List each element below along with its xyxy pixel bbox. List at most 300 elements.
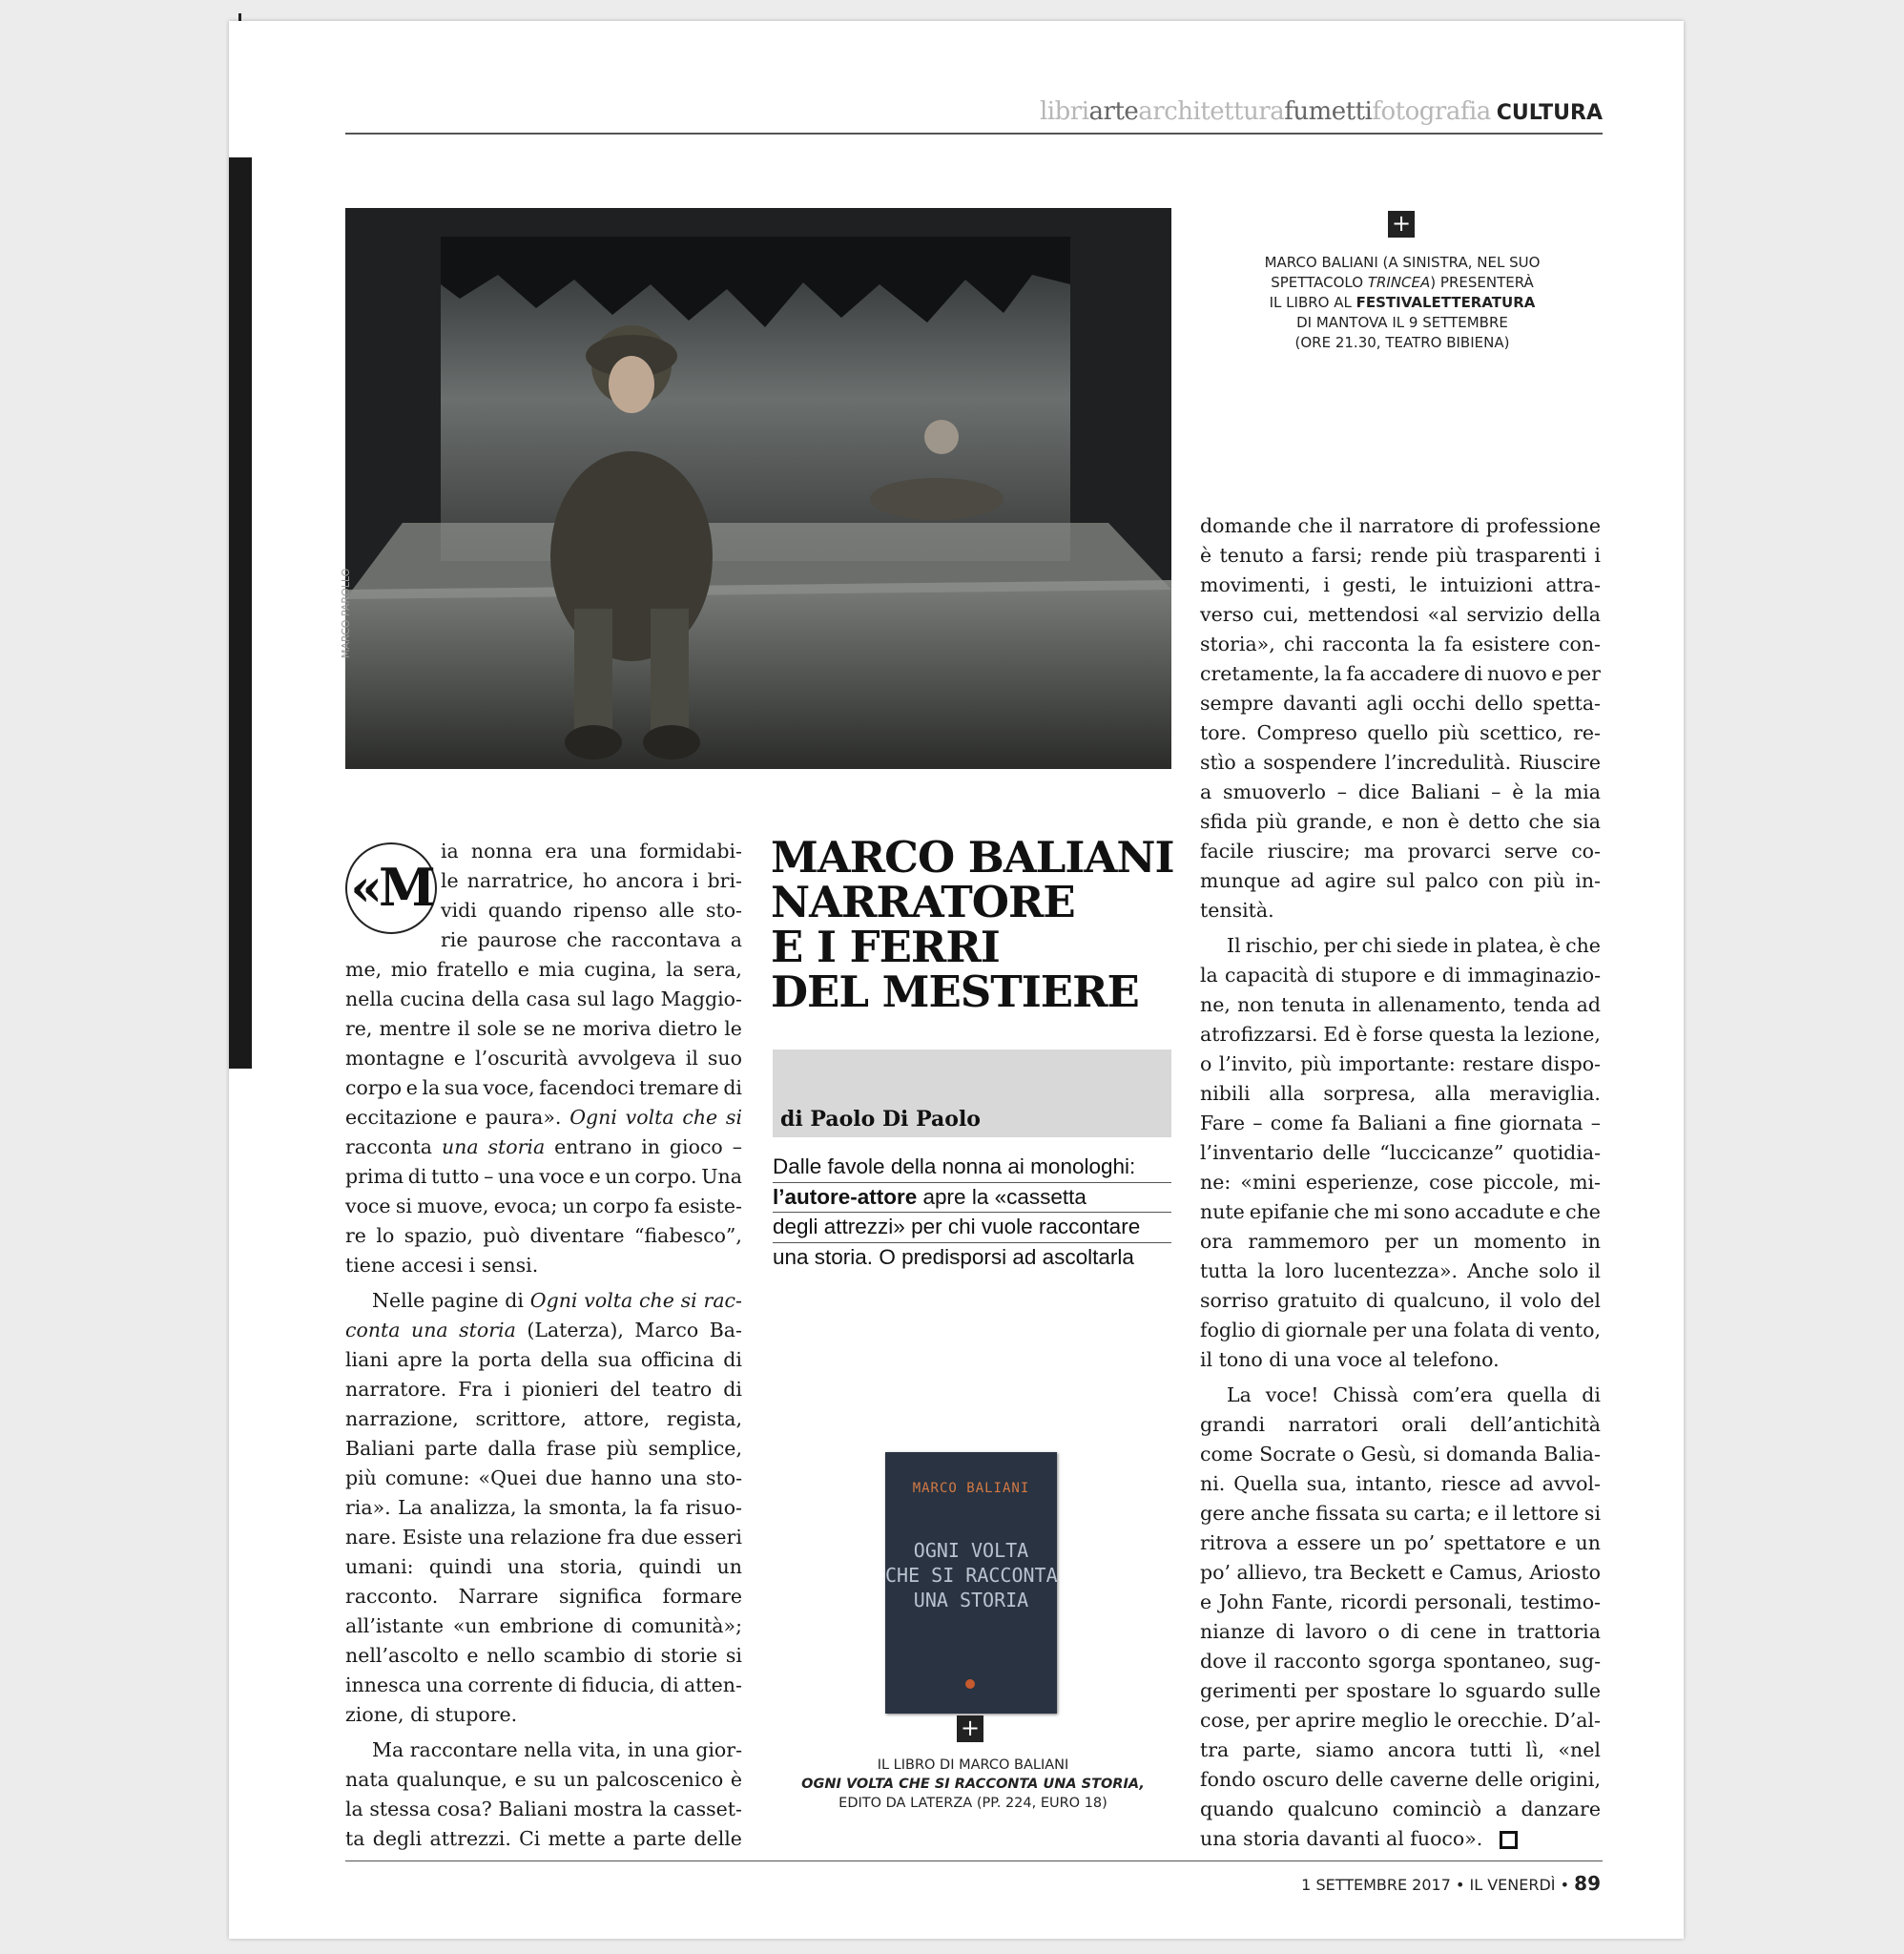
word: nonna: [470, 840, 533, 863]
word: del: [1570, 1289, 1601, 1312]
word: co-: [1571, 840, 1601, 863]
title-line: DEL MESTIERE: [771, 967, 1139, 1017]
word: raccontare: [409, 1738, 518, 1761]
word: spostare: [1346, 1679, 1432, 1702]
word: nute: [1200, 1200, 1245, 1223]
word: più: [345, 1466, 377, 1489]
word: le: [724, 1017, 742, 1040]
word: sguardo: [1465, 1679, 1546, 1702]
word: facendoci: [539, 1076, 635, 1099]
word: grandi: [1200, 1413, 1266, 1436]
word: Riuscire: [1519, 751, 1601, 774]
word: il: [1494, 1502, 1507, 1525]
word: spontaneo,: [1442, 1650, 1552, 1673]
text-line: [1200, 1706, 1601, 1736]
word: tenuto: [1219, 544, 1284, 567]
cover-title-line: CHE SI RACCONTA: [885, 1564, 1058, 1587]
title-line: E I FERRI: [771, 922, 1000, 972]
word: tremare: [638, 1076, 719, 1099]
word: narratori: [1288, 1413, 1378, 1436]
word: domanda: [1445, 1443, 1538, 1466]
word: fa: [1331, 1112, 1351, 1134]
text-line: [1200, 1138, 1601, 1168]
word: ritrova: [1200, 1531, 1268, 1554]
section-link: fumetti: [1284, 97, 1373, 126]
word: sua,: [1306, 1472, 1348, 1495]
word: se: [523, 1017, 546, 1040]
word: sto-: [705, 1466, 742, 1489]
word: le: [1409, 573, 1428, 596]
word: teatro: [652, 1378, 713, 1401]
word: lì,: [1525, 1738, 1545, 1761]
photo-credit: MARCO PAROLLO: [340, 568, 352, 658]
word: cugina,: [584, 958, 657, 981]
word: di: [1275, 1620, 1295, 1643]
word: alle: [658, 899, 695, 922]
word: –: [1491, 780, 1501, 803]
word: gesti,: [1342, 573, 1397, 596]
footer-rule: [345, 1860, 1603, 1861]
word: muove,: [417, 1195, 489, 1217]
section-header: [954, 97, 1603, 126]
word: per: [1372, 1319, 1407, 1341]
word: comunità»;: [631, 1614, 742, 1637]
text-line: [345, 1523, 742, 1552]
word: smonta,: [548, 1496, 628, 1519]
word: ma: [1363, 840, 1395, 863]
text-line: [1200, 807, 1601, 837]
word: montagne: [345, 1047, 445, 1070]
word: racconto: [1273, 1650, 1361, 1673]
word: relazione: [509, 1526, 602, 1549]
word: la: [451, 1348, 469, 1371]
word: personali,: [1414, 1590, 1513, 1613]
separator: •: [1560, 1876, 1575, 1894]
word: delle: [1335, 1768, 1384, 1791]
word: intuizioni: [1439, 573, 1533, 596]
word: ria».: [345, 1496, 391, 1519]
word: un: [1575, 1531, 1601, 1554]
word: l’inventario: [1200, 1141, 1314, 1164]
word: dell’antichità: [1470, 1413, 1601, 1436]
word: Fra: [458, 1378, 493, 1401]
word: tenda: [1513, 993, 1570, 1016]
word: raccontava: [611, 928, 721, 951]
section-name: CULTURA: [1496, 101, 1603, 125]
word: re-: [1573, 721, 1601, 744]
word: la: [523, 1496, 542, 1519]
photo-caption: [1240, 253, 1564, 353]
word: mia: [1563, 780, 1601, 803]
word: una: [425, 1673, 464, 1696]
word: attra-: [1545, 573, 1601, 596]
word: –: [1590, 1112, 1601, 1134]
text-line: [1200, 718, 1601, 748]
word: sole: [476, 1017, 517, 1040]
word: vidi: [441, 899, 477, 922]
book-caption-title: OGNI VOLTA CHE SI RACCONTA UNA STORIA,: [801, 1777, 1145, 1792]
word: quindi: [428, 1555, 492, 1578]
word: allievo,: [1236, 1561, 1308, 1584]
text-line: [345, 1824, 742, 1854]
word: umani:: [345, 1555, 414, 1578]
word: rac-: [703, 1289, 742, 1312]
word: di: [723, 1378, 742, 1401]
word: immaginazio-: [1467, 964, 1601, 987]
word: è: [1548, 934, 1562, 957]
word: o: [1377, 1620, 1390, 1643]
word: la: [666, 958, 685, 981]
word: caverne: [1389, 1768, 1469, 1791]
word: Ma: [372, 1738, 404, 1761]
word: ad: [1509, 1472, 1534, 1495]
word: lezione,: [1523, 1023, 1601, 1046]
word: nibili: [1200, 1082, 1251, 1105]
word: alla: [1269, 1082, 1305, 1105]
word: tenuta: [1281, 993, 1346, 1016]
word: alla: [1435, 1082, 1471, 1105]
word: è: [1200, 544, 1212, 567]
end-mark-icon: [1500, 1831, 1518, 1849]
word: una: [590, 840, 628, 863]
word: in: [1352, 993, 1372, 1016]
word: su: [1385, 1502, 1409, 1525]
plus-icon: +: [1388, 211, 1415, 238]
word: in: [627, 1738, 647, 1761]
word: liani: [345, 1348, 389, 1371]
word: che: [566, 928, 602, 951]
word: sul: [1386, 869, 1416, 892]
word: facile: [1200, 840, 1254, 863]
text-line: [345, 1133, 742, 1162]
word: sia: [1572, 810, 1601, 833]
word: allenamento,: [1377, 993, 1507, 1016]
text-line: [1200, 571, 1601, 600]
text-line: [345, 1671, 742, 1700]
word: una: [497, 1165, 535, 1188]
text-line: [441, 925, 742, 955]
word: che: [682, 1106, 718, 1129]
word: pagine: [431, 1289, 499, 1312]
word: di: [1582, 1383, 1601, 1406]
word: una: [441, 1135, 479, 1158]
word: oscuro: [1262, 1768, 1329, 1791]
article-subtitle: [773, 1153, 1171, 1272]
word: parte: [424, 1437, 478, 1460]
word: cose,: [1200, 1709, 1251, 1732]
word: una: [507, 1555, 545, 1578]
word: voce,: [483, 1076, 535, 1099]
word: racconto.: [345, 1585, 439, 1608]
word: fa: [1346, 662, 1366, 685]
text-line: [1200, 1197, 1601, 1227]
word: (Laterza),: [527, 1319, 624, 1341]
word: attrezzi.: [429, 1827, 511, 1850]
subtitle-line: [773, 1243, 1171, 1273]
word: a: [1243, 751, 1256, 774]
word: come: [1200, 1443, 1253, 1466]
word: storia: [487, 1135, 546, 1158]
word: formare: [662, 1585, 742, 1608]
text-line: [1200, 1316, 1601, 1345]
word: quello: [1367, 721, 1429, 744]
word: tutto: [431, 1165, 480, 1188]
word: spetta-: [1532, 692, 1601, 715]
word: l’incredulità.: [1384, 751, 1512, 774]
text-line: [1200, 837, 1601, 866]
word: il: [1253, 1650, 1267, 1673]
caption-text: SPETTACOLO: [1271, 274, 1368, 291]
word: evoca;: [493, 1195, 558, 1217]
subtitle-text: Dalle favole della nonna ai monologhi:: [773, 1154, 1136, 1178]
word: cucina: [400, 987, 466, 1010]
caption-line: [1240, 333, 1564, 353]
book-caption-line: EDITO DA LATERZA (PP. 224, EURO 18): [838, 1796, 1107, 1811]
word: storia,: [559, 1555, 624, 1578]
word: Una: [701, 1165, 742, 1188]
word: dispo-: [1541, 1052, 1601, 1075]
page-number: 89: [1574, 1872, 1601, 1895]
word: e: [514, 1768, 527, 1791]
text-line: zione, di stupore.: [345, 1703, 518, 1726]
word: esperienze,: [1305, 1171, 1419, 1194]
word: all’istante: [345, 1614, 444, 1637]
word: che: [639, 1289, 674, 1312]
word: mentre: [379, 1017, 451, 1040]
word: dove: [1200, 1650, 1248, 1673]
word: re,: [345, 1017, 373, 1040]
word: momento: [1474, 1230, 1567, 1253]
word: una: [1411, 1319, 1449, 1341]
caption-text: TRINCEA: [1367, 274, 1431, 291]
text-line: [1200, 630, 1601, 659]
word: il: [685, 1047, 698, 1070]
word: di: [723, 1076, 742, 1099]
word: la: [1500, 1023, 1519, 1046]
word: più: [1438, 721, 1470, 744]
drop-cap: «M: [345, 842, 437, 934]
text-line: [345, 1162, 742, 1192]
word: mostra: [573, 1798, 643, 1820]
word: e: [1200, 1590, 1212, 1613]
word: detto: [1468, 810, 1521, 833]
word: siede: [1396, 934, 1449, 957]
word: non: [1401, 810, 1439, 833]
word: embrione: [499, 1614, 594, 1637]
word: Ogni: [569, 1106, 617, 1129]
word: sug-: [1559, 1650, 1601, 1673]
text-line: [345, 1316, 742, 1345]
header-rule: [345, 133, 1603, 135]
word: cene: [1430, 1620, 1477, 1643]
word: Socrate: [1259, 1443, 1336, 1466]
word: parte,: [1242, 1738, 1302, 1761]
word: in: [1487, 1620, 1506, 1643]
word: farsi;: [1311, 544, 1363, 567]
word: comune:: [384, 1466, 470, 1489]
text-line: [441, 896, 742, 925]
word: gerimenti: [1200, 1679, 1297, 1702]
word: formidabi-: [639, 840, 742, 863]
word: Il: [1227, 934, 1241, 957]
word: che: [1528, 810, 1564, 833]
word: i: [1323, 573, 1330, 596]
text-line: [345, 985, 742, 1014]
word: D’al-: [1554, 1709, 1601, 1732]
word: ripenso: [572, 899, 648, 922]
text-line: [1200, 1227, 1601, 1257]
word: «nel: [1558, 1738, 1601, 1761]
word: nella: [345, 987, 394, 1010]
word: per: [1304, 1679, 1338, 1702]
article-title: [771, 832, 1174, 1017]
word: La: [398, 1496, 423, 1519]
word: si: [725, 1644, 742, 1667]
word: semplice,: [648, 1437, 742, 1460]
word: «Quei: [478, 1466, 537, 1489]
word: parte: [632, 1827, 687, 1850]
word: avvolgeva: [577, 1047, 676, 1070]
text-line: [1200, 541, 1601, 571]
word: Maggio-: [660, 987, 742, 1010]
text-line: [1200, 748, 1601, 778]
word: prima: [345, 1165, 404, 1188]
word: essere: [1296, 1531, 1361, 1554]
text-line: [1200, 1558, 1601, 1588]
book-caption-line: IL LIBRO DI MARCO BALIANI: [877, 1757, 1069, 1773]
word: professione: [1485, 514, 1601, 537]
word: risuo-: [685, 1496, 742, 1519]
text-line: [345, 1765, 742, 1795]
text-line: [1200, 931, 1601, 961]
word: sempre: [1200, 692, 1274, 715]
word: storie: [660, 1644, 718, 1667]
stage-photo: [345, 208, 1171, 769]
word: verso: [1200, 603, 1254, 626]
word: per: [1255, 1709, 1290, 1732]
word: «mini: [1240, 1171, 1296, 1194]
word: chi: [1283, 633, 1314, 655]
word: innesca: [345, 1673, 422, 1696]
word: domande: [1200, 514, 1292, 537]
word: riesce: [1440, 1472, 1501, 1495]
text-line: [441, 837, 742, 866]
word: il: [1499, 1289, 1512, 1312]
word: ora: [1200, 1230, 1233, 1253]
word: in: [641, 1135, 660, 1158]
word: tore.: [1200, 721, 1248, 744]
word: più: [1533, 869, 1565, 892]
text-line: [1200, 1168, 1601, 1197]
word: sua: [444, 1076, 479, 1099]
word: la: [422, 1076, 441, 1099]
text-line: [345, 1073, 742, 1103]
word: Baliani: [345, 1437, 415, 1460]
cover-title-line: UNA STORIA: [913, 1589, 1029, 1611]
word: cui,: [1262, 603, 1299, 626]
word: «un: [452, 1614, 490, 1637]
word: casset-: [673, 1798, 742, 1820]
word: giornata: [1499, 1112, 1583, 1134]
section-link: libri: [1039, 97, 1089, 126]
word: John: [1218, 1590, 1264, 1613]
word: vento,: [1539, 1319, 1601, 1341]
word: a: [1200, 780, 1212, 803]
word: mio: [390, 958, 428, 981]
word: con: [1488, 869, 1524, 892]
word: un: [563, 1768, 590, 1791]
book-cover-author: MARCO BALIANI: [912, 1481, 1030, 1496]
word: del: [610, 1378, 641, 1401]
word: di: [1261, 1319, 1280, 1341]
word: quindi: [638, 1555, 702, 1578]
text-line: [345, 1375, 742, 1404]
word: cretamente,: [1200, 662, 1320, 685]
text-line: [1200, 1050, 1601, 1079]
word: qualcuno: [1287, 1798, 1379, 1820]
word: agli: [1366, 692, 1403, 715]
article-column-1: [345, 837, 742, 1854]
text-line: [1200, 1647, 1601, 1676]
word: narratrice,: [466, 869, 574, 892]
word: ne:: [1200, 1171, 1231, 1194]
word: le: [441, 869, 459, 892]
word: riuscire;: [1267, 840, 1351, 863]
word: o: [1342, 1443, 1355, 1466]
word: Beckett: [1349, 1561, 1426, 1584]
word: la: [649, 1798, 668, 1820]
text-line: [345, 1736, 742, 1765]
word: per: [1566, 662, 1601, 685]
text-line: [1200, 1469, 1601, 1499]
text-line: tiene accesi i sensi.: [345, 1254, 539, 1277]
word: voce: [539, 1165, 585, 1188]
word: sorpresa,: [1323, 1082, 1417, 1105]
book-cover: [885, 1452, 1057, 1714]
word: e: [405, 1076, 418, 1099]
word: re: [345, 1224, 366, 1247]
byline: di Paolo Di Paolo: [780, 1107, 981, 1132]
word: e: [1554, 1531, 1567, 1554]
word: nuovo: [1487, 662, 1547, 685]
word: fra: [607, 1526, 636, 1549]
word: com’era: [1412, 1383, 1493, 1406]
word: in: [1453, 934, 1473, 957]
magazine-name: IL VENERDÌ: [1469, 1876, 1556, 1894]
word: apre: [397, 1348, 443, 1371]
word: testimo-: [1520, 1590, 1601, 1613]
word: foglio: [1200, 1319, 1256, 1341]
subtitle-text: l’autore-attore: [773, 1184, 918, 1209]
word: rischio,: [1245, 934, 1319, 957]
word: e: [589, 1165, 601, 1188]
text-line: [1200, 1440, 1601, 1469]
text-line: [1200, 600, 1601, 630]
caption-text: DI MANTOVA IL 9 SETTEMBRE: [1296, 314, 1508, 331]
word: era: [545, 840, 578, 863]
word: di: [1314, 964, 1335, 987]
text-line: [1200, 778, 1601, 807]
word: piccole,: [1482, 1171, 1560, 1194]
word: cominciò: [1392, 1798, 1482, 1820]
word: a: [1435, 1112, 1447, 1134]
text-line: [1200, 1528, 1601, 1558]
word: palco: [1424, 869, 1479, 892]
word: paurose: [477, 928, 557, 951]
word: fratello: [436, 958, 509, 981]
word: esiste-: [677, 1195, 742, 1217]
text-line: [1200, 990, 1601, 1020]
